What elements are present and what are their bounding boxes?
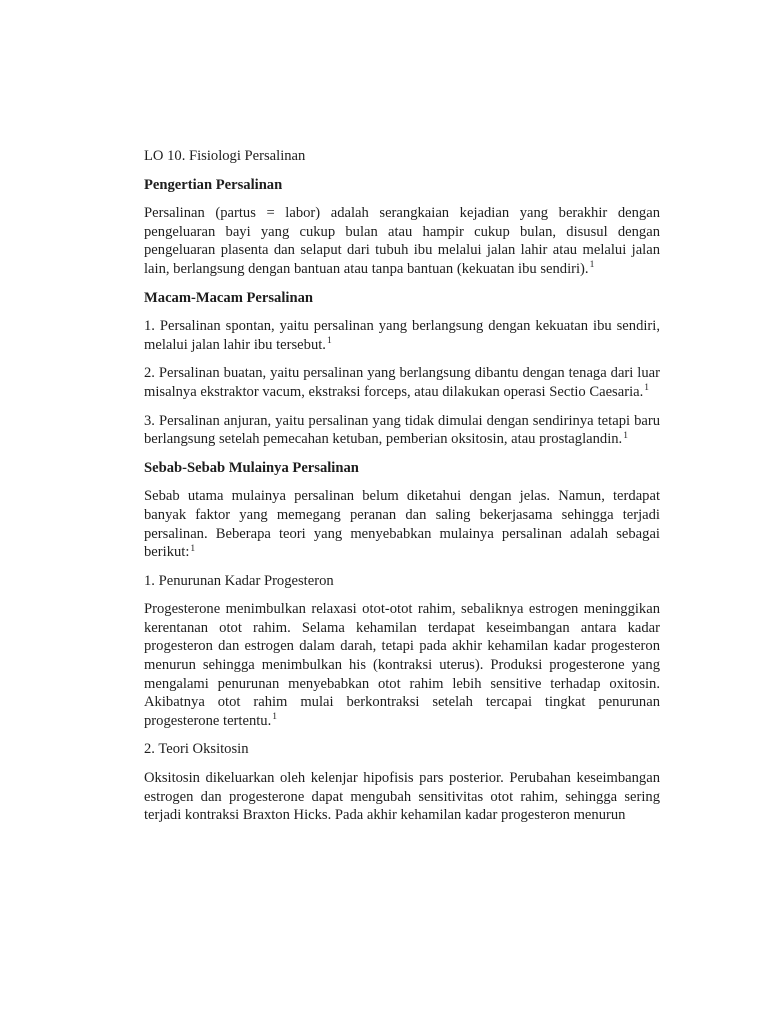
list-item-persalinan-anjuran: 3. Persalinan anjuran, yaitu persalinan yang tidak dimulai dengan sendirinya tetapi baru berlangsung setelah pemecahan ketuban, pemberian oksitosin, atau prostaglandin.$^1$ [144, 412, 660, 448]
footnote-ref: 1 [272, 712, 277, 723]
subheading-teori-oksitosin: 2. Teori Oksitosin [144, 741, 249, 758]
subheading-penurunan-progesteron: 1. Penurunan Kadar Progesteron [144, 572, 334, 589]
paragraph-sebab: Sebab utama mulainya persalinan belum diketahui dengan jelas. Namun, terdapat banyak faktor yang memegang peranan dan saling bekerjasama sehingga terjadi persalinan. Beberapa teori yang menyebabkan mulainya persalinan adalah sebagai berikut:$^1$ [144, 488, 660, 561]
footnote-ref: 1 [623, 430, 628, 441]
footnote-ref: 1 [190, 543, 196, 554]
paragraph-progesteron: Progesterone menimbulkan relaxasi otot-otot rahim, sebaliknya estrogen meninggikan kerentanan otot rahim. Selama kehamilan terdapat keseimbangan antara kadar progesteron dan estrogen dalam darah, tetapi pada akhir kehamilan kadar progesteron menurun sehingga menimbulkan his (kontraksi uterus). Produksi progesterone yang mengalami penurunan menyebabkan otot rahim lebih sensitive terhadap oxitosin. Akibatnya otot rahim mulai berkontraksi setelah tercapai tingkat penurunan progesterone tertentu.$^1$ [144, 601, 660, 729]
list-item-persalinan-buatan: 2. Persalinan buatan, yaitu persalinan yang berlangsung dibantu dengan tenaga dari luar misalnya ekstraktor vacum, ekstraksi forceps, atau dilakukan operasi Sectio Caesaria.$^1$ [144, 365, 660, 400]
heading-sebab-persalinan: Sebab-Sebab Mulainya Persalinan [144, 459, 359, 476]
paragraph-pengertian: Persalinan (partus = labor) adalah serangkaian kejadian yang berakhir dengan pengeluaran bayi yang cukup bulan atau hampir cukup bulan, disusul dengan pengeluaran plasenta dan selaput dari tubuh ibu melalui jalan lahir atau melalui jalan lain, berlangsung dengan bantuan atau tanpa bantuan (kekuatan ibu sendiri).$^1$ [144, 205, 660, 277]
paragraph-oksitosin: Oksitosin dikeluarkan oleh kelenjar hipofisis pars posterior. Perubahan keseimbangan estrogen dan progesterone dapat mengubah sensitivitas otot rahim, sehingga sering terjadi kontraksi Braxton Hicks. Pada akhir kehamilan kadar progesteron menurun [144, 770, 660, 824]
footnote-ref: 1 [326, 336, 332, 347]
heading-pengertian-persalinan: Pengertian Persalinan [144, 176, 283, 193]
list-item-persalinan-spontan: 1. Persalinan spontan, yaitu persalinan yang berlangsung dengan kekuatan ibu sendiri, melalui jalan lahir ibu tersebut.$^1$ [144, 318, 660, 353]
heading-macam-persalinan: Macam-Macam Persalinan [144, 289, 313, 306]
learning-objective-title: LO 10. Fisiologi Persalinan [144, 148, 306, 164]
footnote-ref: 1 [644, 383, 650, 394]
footnote-ref: 1 [589, 260, 595, 271]
